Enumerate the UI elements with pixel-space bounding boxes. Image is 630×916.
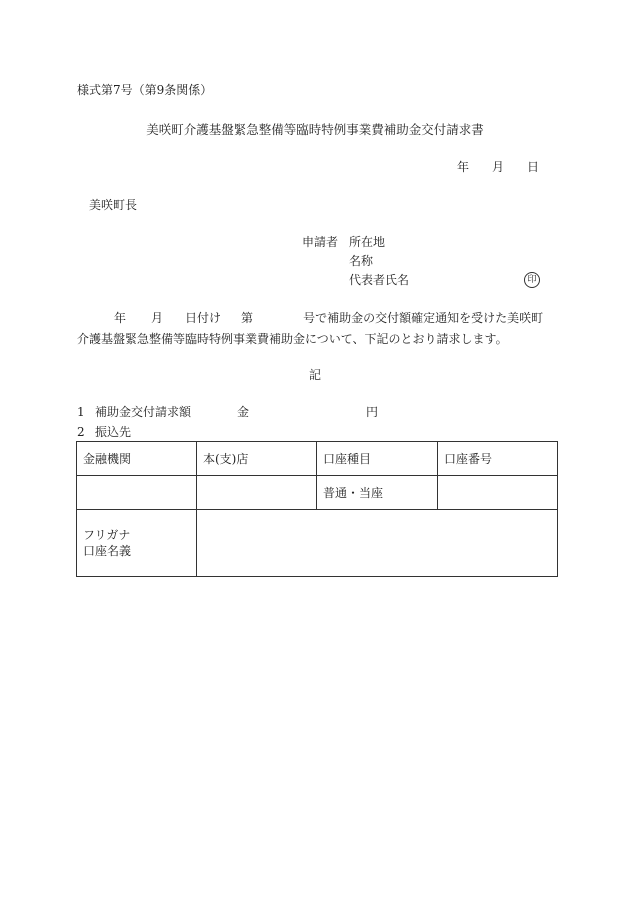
item2-label: 振込先 (95, 425, 132, 439)
header-bank: 金融機関 (77, 442, 197, 476)
applicant-label: 申請者 (302, 235, 339, 249)
body-line1-rest: 号で補助金の交付額確定通知を受けた美咲町 (303, 311, 544, 325)
table-row (77, 476, 558, 510)
cell-bank[interactable] (77, 476, 197, 510)
cell-account-holder[interactable] (197, 510, 558, 577)
item1-number: 1 (77, 405, 85, 419)
form-number: 様式第7号（第9条関係） (77, 83, 213, 97)
cell-account-number[interactable] (438, 476, 558, 510)
ki-heading: 記 (308, 368, 321, 382)
seal-mark: 印 (524, 272, 540, 288)
kana-label: フリガナ (83, 528, 131, 542)
applicant-name-label: 名称 (349, 254, 374, 268)
body-line2: 介護基盤緊急整備等臨時特例事業費補助金について、下記のとおり請求します。 (77, 332, 508, 346)
cell-account-type: 普通・当座 (317, 476, 438, 510)
applicant-representative-label: 代表者氏名 (349, 273, 410, 287)
item1-kin: 金 (237, 405, 250, 419)
table-row-account-holder (77, 510, 558, 577)
cell-branch[interactable] (197, 476, 317, 510)
account-holder-label-cell (77, 510, 197, 577)
date-day-label: 日 (527, 160, 540, 174)
item1-label: 補助金交付請求額 (95, 405, 192, 419)
body-dai: 第 (241, 311, 254, 325)
header-branch: 本(支)店 (197, 442, 317, 476)
request-body-text (77, 308, 582, 350)
document-title: 美咲町介護基盤緊急整備等臨時特例事業費補助金交付請求書 (146, 122, 484, 137)
table-header-row (77, 442, 558, 476)
header-account-type: 口座種目 (317, 442, 438, 476)
applicant-address-label: 所在地 (349, 235, 386, 249)
addressee: 美咲町長 (89, 198, 138, 212)
holder-label: 口座名義 (83, 544, 132, 558)
bank-transfer-table (76, 441, 558, 577)
date-month-label: 月 (492, 160, 505, 174)
body-dated: 日付け (185, 311, 222, 325)
item1-yen: 円 (366, 405, 379, 419)
body-year: 年 (114, 311, 127, 325)
date-year-label: 年 (457, 160, 470, 174)
item2-number: 2 (77, 425, 85, 439)
header-account-number: 口座番号 (438, 442, 558, 476)
body-month: 月 (151, 311, 164, 325)
